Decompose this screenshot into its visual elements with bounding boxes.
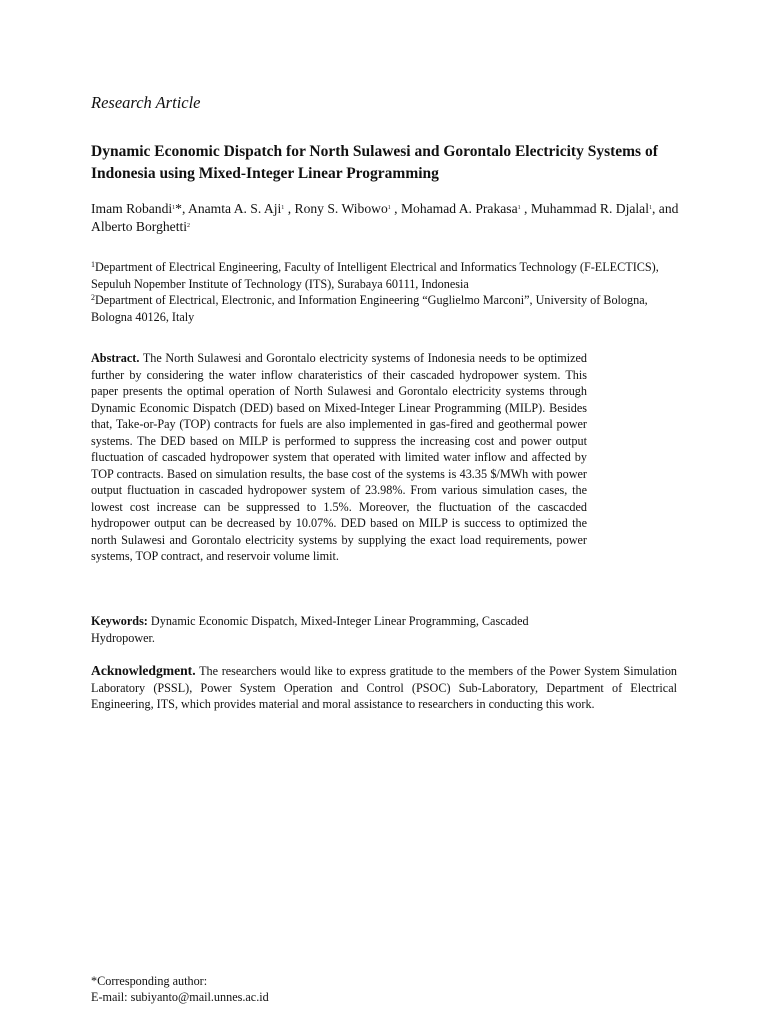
abstract-text: The North Sulawesi and Gorontalo electricity systems of Indonesia needs to be optimized further by considering the water inflow charateristics of their cascaded hydropower system. This paper presents the optimal operation of North Sulawesi and Gorontalo electricity systems through Dynamic Economic Dispatch (DED) based on Mixed-Integer Linear Programming (MILP). Besides that, Take-or-Pay (TOP) contracts for fuels are also implemented in gas-fired and geothermal power systems. The DED based on MILP is performed to suppress the increasing cost and power output fluctuation of cascaded hydropower system that operated with limited water inflow and affected by TOP contracts. Based on simulation results, the base cost of the systems is 43.35 $/MWh with power output fluctuation in cascaded hydropower system of 23.98%. From various simulation cases, the lowest cost increase can be suppressed to 1.5%. Moreover, the fluctuation of the cascacded hydropower output can be decreased by 10.07%. DED based on MILP is success to optimized the north Sulawesi and Gorontalo electricity systems by supplying the exact load requirements, power systems, TOP contract, and reservoir volume limit. <box>91 351 587 563</box>
abstract-label: Abstract. <box>91 351 140 365</box>
author-separator: , <box>390 201 401 216</box>
author-separator: *, <box>175 201 189 216</box>
author-affiliation-mark: 1 <box>648 205 652 211</box>
paper-title: Dynamic Economic Dispatch for North Sulawesi and Gorontalo Electricity Systems of Indonesia using Mixed-Integer Linear Programming <box>91 143 658 182</box>
affiliation-text: Department of Electrical Engineering, Faculty of Intelligent Electrical and Informatics Technology (F-ELECTICS), Sepuluh Nopember Institute of Technology (ITS), Surabaya 60111, Indonesia <box>91 260 659 291</box>
author-name: Rony S. Wibowo <box>294 201 388 216</box>
author-name: Imam Robandi <box>91 201 173 216</box>
keywords-section <box>91 613 587 646</box>
acknowledgment-section <box>91 663 677 713</box>
affiliation-list <box>91 259 691 325</box>
affiliation-mark: 1 <box>91 260 95 269</box>
corresponding-author-label: *Corresponding author: <box>91 974 208 988</box>
keywords-label: Keywords: <box>91 614 148 628</box>
author-affiliation-mark: 2 <box>187 222 191 229</box>
abstract-section <box>91 350 587 565</box>
author-affiliation-mark: 1 <box>387 205 391 211</box>
acknowledgment-label: Acknowledgment. <box>91 663 196 678</box>
author-list <box>91 200 691 235</box>
affiliation-item <box>91 259 691 292</box>
corresponding-author-email: E-mail: subiyanto@mail.unnes.ac.id <box>91 990 269 1004</box>
affiliation-mark: 2 <box>91 293 95 302</box>
affiliation-item <box>91 292 691 325</box>
author-separator: , <box>520 201 531 216</box>
author-name: Anamta A. S. Aji <box>188 201 282 216</box>
article-type-label: Research Article <box>91 93 201 112</box>
affiliation-text: Department of Electrical, Electronic, and Information Engineering “Guglielmo Marconi”, University of Bologna, Bologna 40126, Italy <box>91 293 648 324</box>
corresponding-author-footnote <box>91 973 491 1005</box>
author-name: Alberto Borghetti <box>91 218 188 234</box>
keywords-text: Dynamic Economic Dispatch, Mixed-Integer Linear Programming, Cascaded Hydropower. <box>91 614 529 645</box>
author-name: Muhammad R. Djalal <box>530 201 649 216</box>
author-affiliation-mark: 1 <box>517 205 521 211</box>
author-name: Mohamad A. Prakasa <box>400 201 518 216</box>
author-affiliation-mark: 1 <box>172 205 176 211</box>
acknowledgment-text: The researchers would like to express gratitude to the members of the Power System Simulation Laboratory (PSSL), Power System Operation and Control (PSOC) Sub-Laboratory, Department of Electrical Engineering, ITS, which provides material and moral assistance to researchers in conducting this work. <box>91 664 678 711</box>
author-affiliation-mark: 1 <box>281 205 285 211</box>
author-separator: , and <box>651 201 679 216</box>
author-separator: , <box>284 201 295 216</box>
